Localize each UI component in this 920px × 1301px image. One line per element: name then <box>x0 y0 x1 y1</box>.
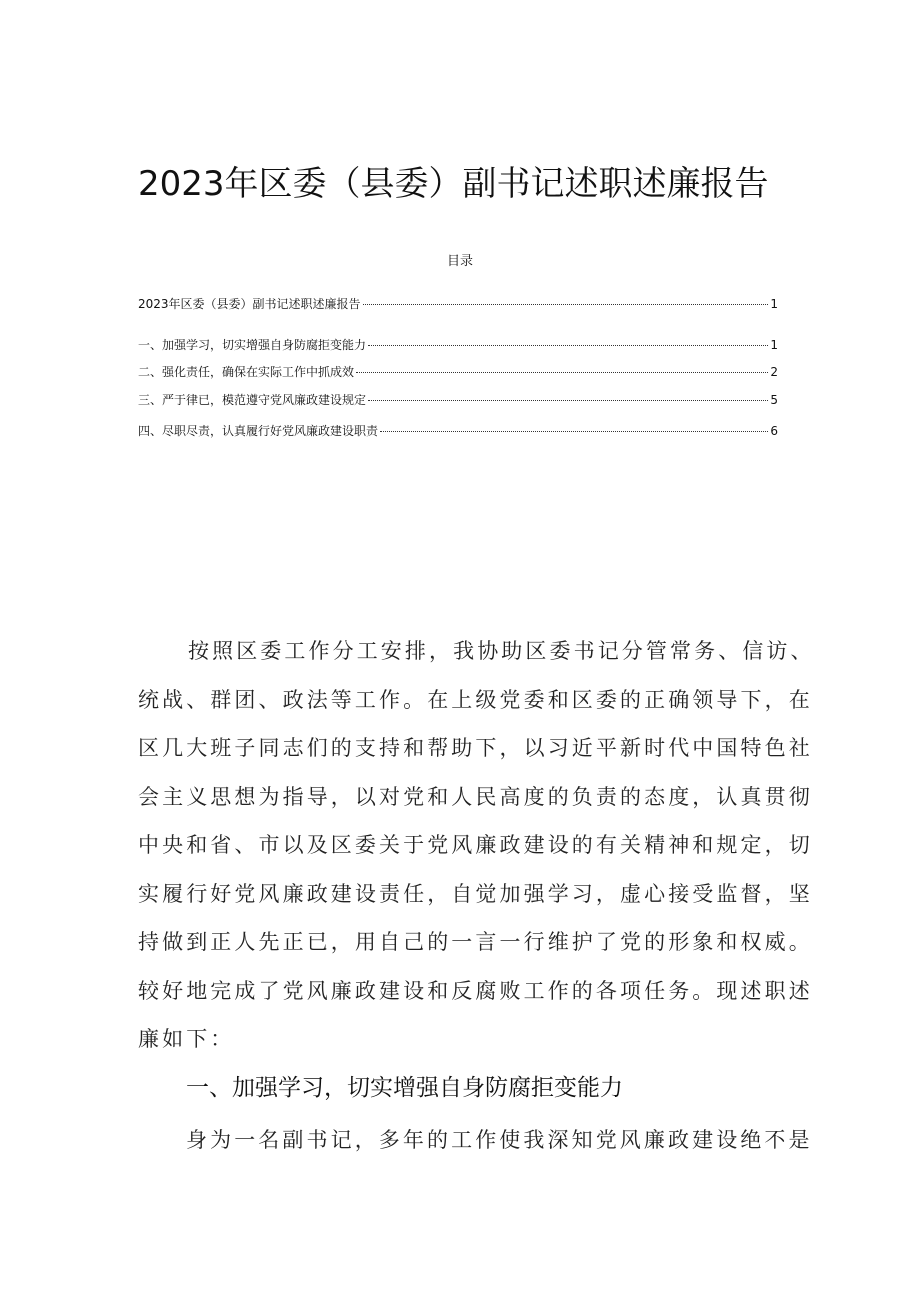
paragraph-line: 统战、群团、政法等工作。在上级党委和区委的正确领导下，在 <box>138 687 813 712</box>
toc-heading: 目录 <box>446 254 473 269</box>
paragraph-line: 廉如下： <box>138 1027 235 1051</box>
toc-entry[interactable] <box>138 293 778 313</box>
paragraph-line: 区几大班子同志们的支持和帮助下，以习近平新时代中国特色社 <box>138 736 813 760</box>
toc-entry[interactable] <box>138 389 778 409</box>
toc-entry-page: 6 <box>770 424 778 438</box>
paragraph-line: 会主义思想为指导，以对党和人民高度的负责的态度，认真贯彻 <box>138 784 813 809</box>
toc-entry-label: 二、强化责任，确保在实际工作中抓成效 <box>138 365 355 379</box>
toc-entry[interactable] <box>138 420 778 440</box>
toc-leader-dots <box>368 386 768 401</box>
paragraph-line: 持做到正人先正已，用自己的一言一行维护了党的形象和权威。 <box>138 930 813 954</box>
toc-entry[interactable] <box>138 334 778 354</box>
toc-entry-page: 2 <box>770 365 778 379</box>
section-heading: 一、加强学习，切实增强自身防腐拒变能力 <box>186 1075 623 1101</box>
toc-entry-page: 1 <box>770 338 778 352</box>
section-paragraph: 身为一名副书记，多年的工作使我深知党风廉政建设绝不是 <box>186 1128 813 1152</box>
toc-entry-label: 四、尽职尽责，认真履行好党风廉政建设职责 <box>138 424 379 438</box>
intro-paragraph <box>138 627 815 1064</box>
toc-entry-label: 一、加强学习，切实增强自身防腐拒变能力 <box>138 338 367 352</box>
paragraph-line: 实履行好党风廉政建设责任，自觉加强学习，虚心接受监督，坚 <box>138 881 813 906</box>
document-title: 2023年区委（县委）副书记述职述廉报告 <box>138 164 769 204</box>
toc-entry-label: 2023年区委（县委）副书记述职述廉报告 <box>138 297 361 311</box>
toc-entry-page: 5 <box>770 393 778 407</box>
toc-leader-dots <box>363 290 769 305</box>
toc-entry-page: 1 <box>770 297 778 311</box>
toc-leader-dots <box>380 417 768 432</box>
toc-entry[interactable] <box>138 361 778 381</box>
paragraph-line: 按照区委工作分工安排，我协助区委书记分管常务、信访、 <box>188 639 815 663</box>
toc-entry-label: 三、严于律已，模范遵守党风廉政建设规定 <box>138 393 367 407</box>
paragraph-line: 中央和省、市以及区委关于党风廉政建设的有关精神和规定，切 <box>138 833 813 857</box>
paragraph-line: 较好地完成了党风廉政建设和反腐败工作的各项任务。现述职述 <box>138 978 813 1003</box>
toc-leader-dots <box>368 331 768 346</box>
toc-leader-dots <box>356 358 768 373</box>
